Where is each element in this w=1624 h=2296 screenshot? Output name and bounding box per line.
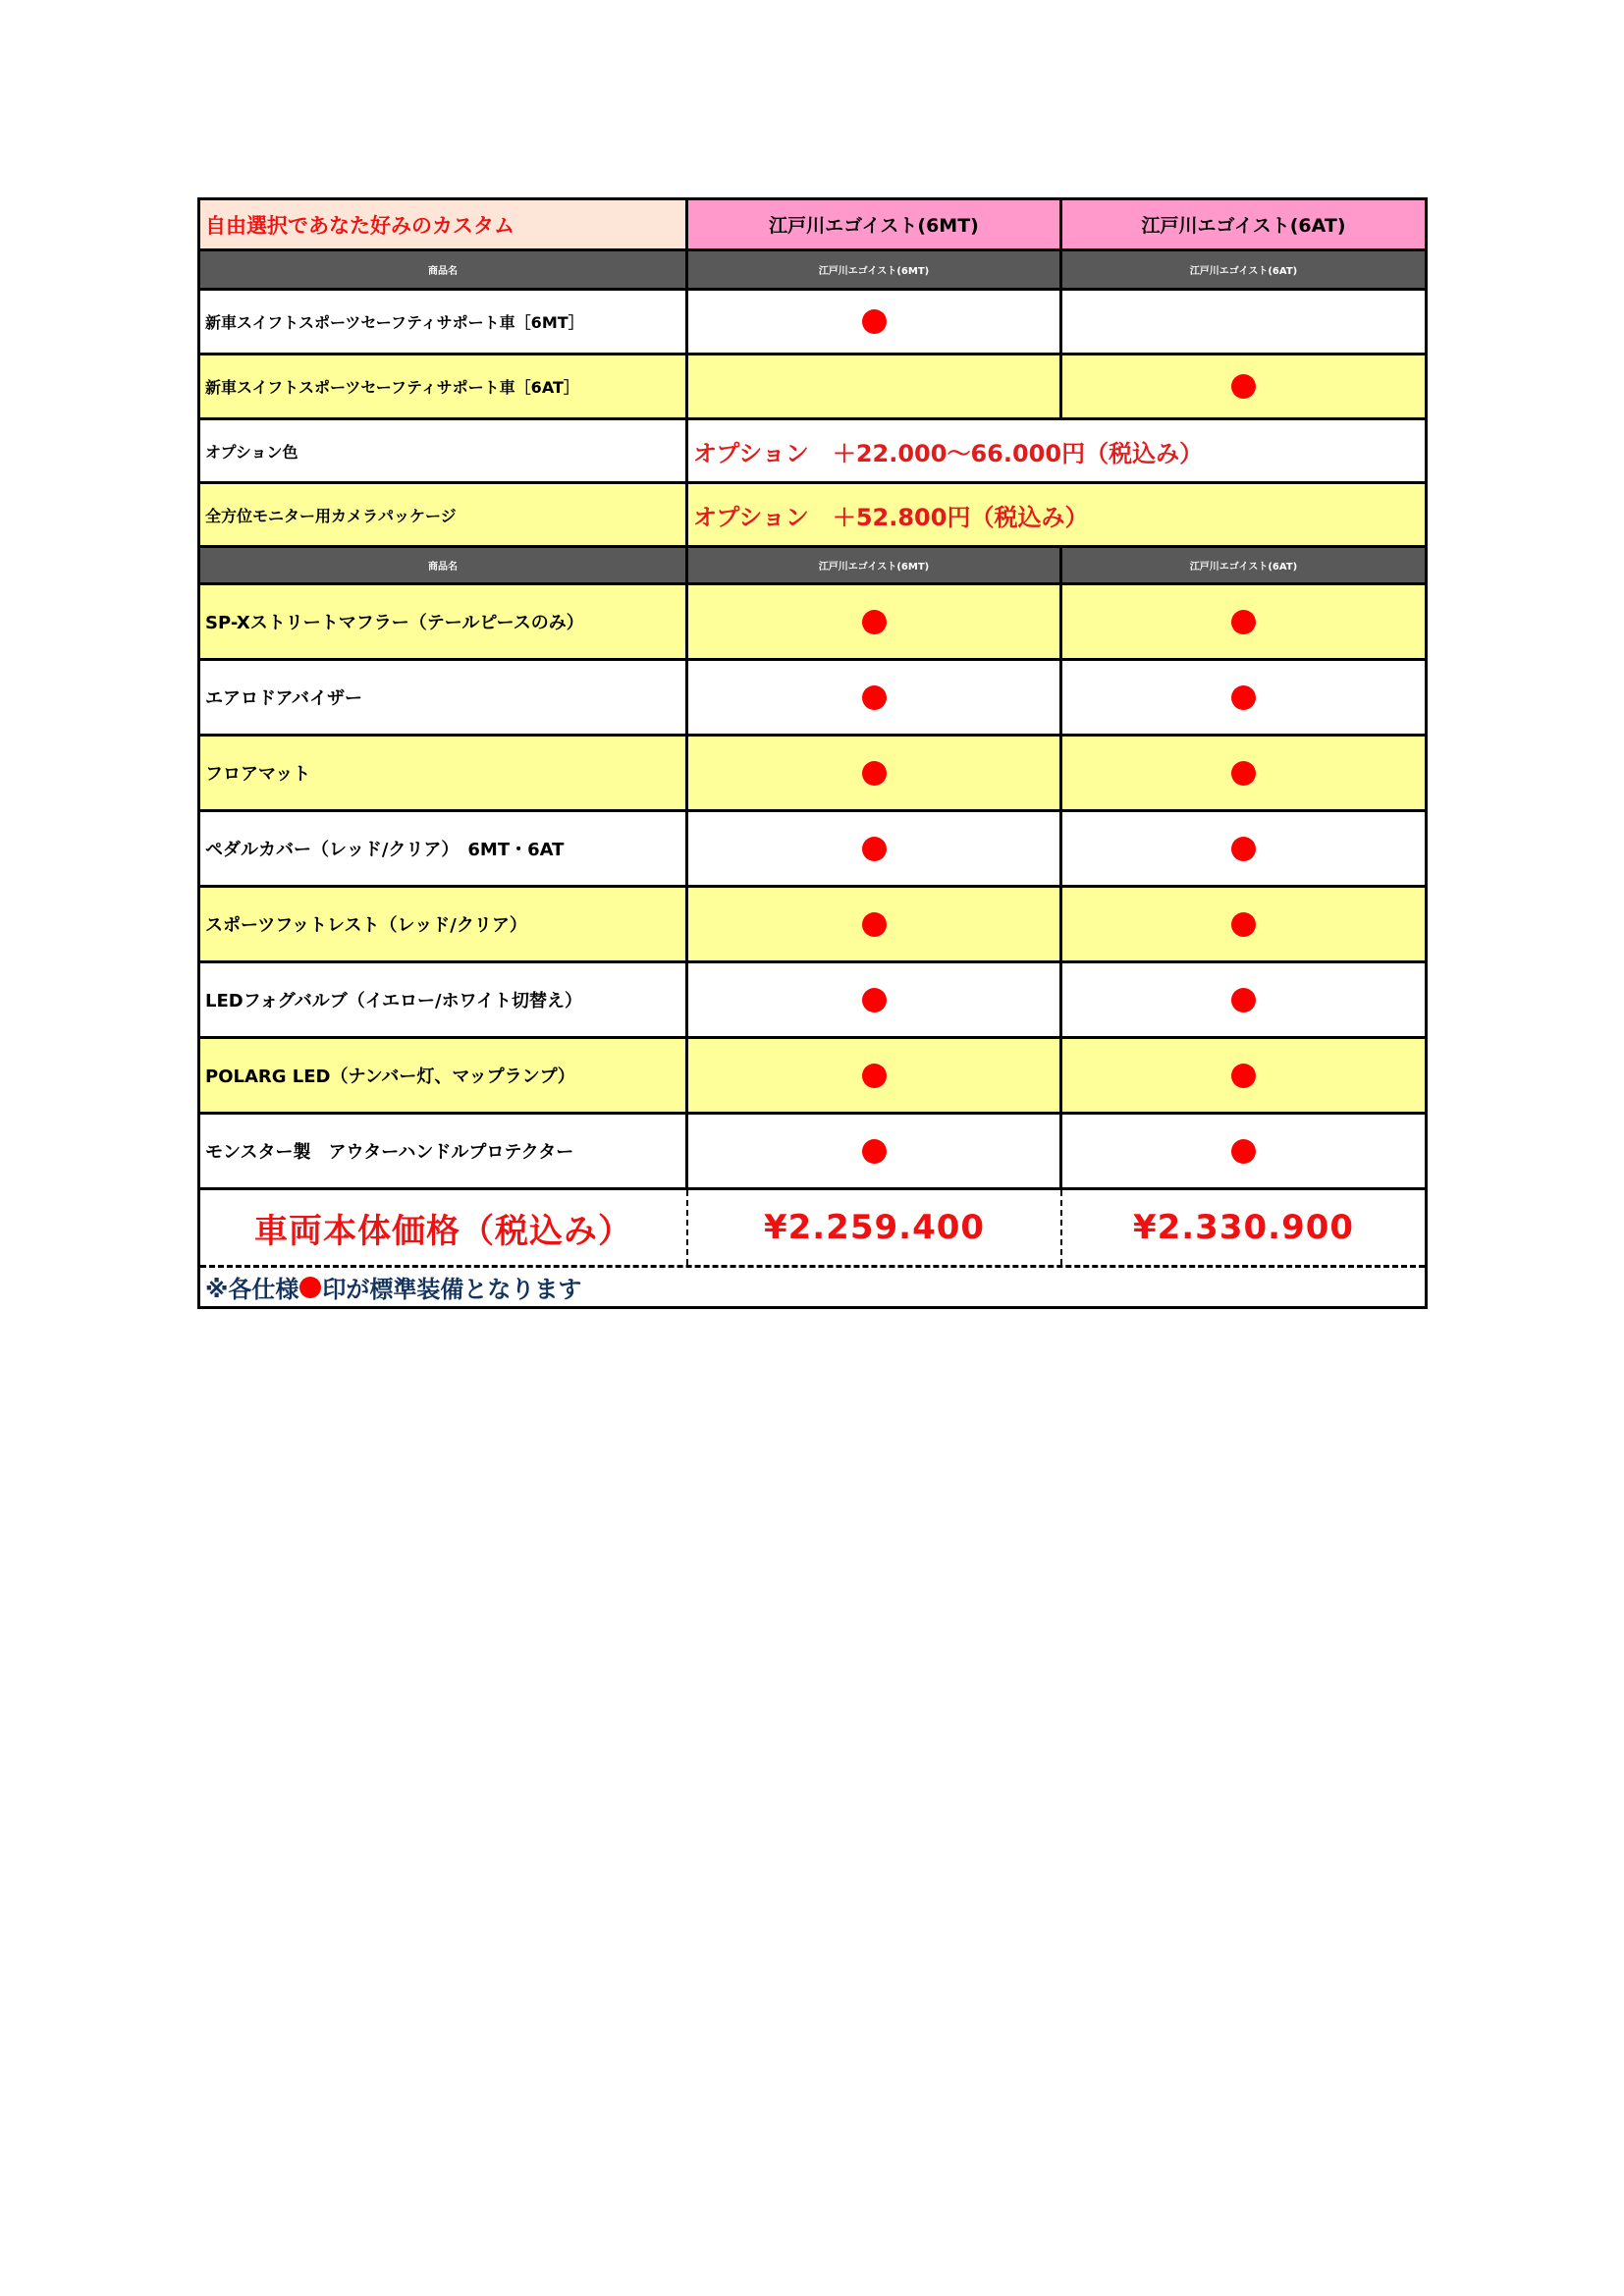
table-row — [200, 585, 1425, 661]
standard-mark-icon — [1231, 912, 1256, 937]
option-price: オプション ＋52.800円（税込み） — [693, 503, 1089, 531]
table-row — [200, 1115, 1425, 1190]
row-label: SP-Xストリートマフラー（テールピースのみ） — [200, 585, 688, 658]
cell-6mt — [688, 585, 1062, 658]
row-label: 新車スイフトスポーツセーフティサポート車［6MT］ — [200, 291, 688, 353]
standard-mark-icon — [862, 912, 887, 937]
table-row — [200, 963, 1425, 1039]
standard-mark-icon — [862, 610, 887, 634]
standard-mark-icon — [1231, 610, 1256, 634]
row-label: 全方位モニター用カメラパッケージ — [200, 484, 688, 545]
column-header-6at: 江戸川エゴイスト(6AT) — [1062, 200, 1425, 248]
title-row — [200, 200, 1425, 251]
cell-6at — [1062, 1039, 1425, 1112]
cell-6mt — [688, 355, 1062, 417]
cell-6at — [1062, 963, 1425, 1036]
standard-mark-icon — [862, 988, 887, 1012]
price-row — [200, 1190, 1425, 1268]
row-label: POLARG LED（ナンバー灯、マップランプ） — [200, 1039, 688, 1112]
table-row — [200, 888, 1425, 963]
standard-mark-icon — [862, 761, 887, 786]
standard-mark-icon — [1231, 761, 1256, 786]
cell-6mt — [688, 291, 1062, 353]
table-title: 自由選択であなた好みのカスタム — [200, 200, 688, 248]
cell-6at — [1062, 737, 1425, 809]
standard-mark-icon — [862, 837, 887, 861]
subheader-6mt: 江戸川エゴイスト(6MT) — [688, 251, 1062, 288]
standard-mark-icon — [862, 309, 887, 334]
price-label: 車両本体価格（税込み） — [200, 1190, 688, 1265]
cell-6at — [1062, 661, 1425, 734]
table-row — [200, 661, 1425, 737]
cell-6mt — [688, 737, 1062, 809]
cell-6at — [1062, 1115, 1425, 1187]
column-header-6mt: 江戸川エゴイスト(6MT) — [688, 200, 1062, 248]
cell-6at — [1062, 888, 1425, 960]
standard-mark-icon — [1231, 988, 1256, 1012]
option-row — [200, 420, 1425, 484]
cell-6at — [1062, 812, 1425, 885]
row-label: オプション色 — [200, 420, 688, 481]
table-row — [200, 355, 1425, 420]
standard-mark-icon — [862, 1139, 887, 1164]
footnote-prefix: ※各仕様 — [205, 1276, 299, 1303]
cell-6mt — [688, 812, 1062, 885]
cell-6at — [1062, 291, 1425, 353]
cell-6mt — [688, 661, 1062, 734]
row-label: スポーツフットレスト（レッド/クリア） — [200, 888, 688, 960]
standard-mark-icon — [1231, 1064, 1256, 1088]
subheader-row-2 — [200, 548, 1425, 585]
option-row — [200, 484, 1425, 548]
row-label: モンスター製 アウターハンドルプロテクター — [200, 1115, 688, 1187]
subheader-label: 商品名 — [200, 251, 688, 288]
footnote-suffix: 印が標準装備となります — [322, 1276, 582, 1303]
footnote — [200, 1268, 581, 1306]
standard-mark-icon — [1231, 374, 1256, 399]
subheader-6mt: 江戸川エゴイスト(6MT) — [688, 548, 1062, 582]
subheader-6at: 江戸川エゴイスト(6AT) — [1189, 562, 1298, 573]
cell-6mt — [688, 888, 1062, 960]
subheader-label: 商品名 — [200, 548, 688, 582]
standard-mark-icon — [862, 1064, 887, 1088]
row-label: ペダルカバー（レッド/クリア） 6MT・6AT — [200, 812, 688, 885]
standard-mark-icon — [1231, 837, 1256, 861]
cell-6mt — [688, 963, 1062, 1036]
standard-mark-icon — [1231, 1139, 1256, 1164]
price-6at: ¥2.330.900 — [1132, 1208, 1355, 1247]
standard-mark-icon — [299, 1277, 321, 1298]
spec-table — [197, 197, 1428, 1309]
row-label: フロアマット — [200, 737, 688, 809]
table-row — [200, 1039, 1425, 1115]
option-price: オプション ＋22.000～66.000円（税込み） — [693, 439, 1204, 467]
table-row — [200, 291, 1425, 355]
row-label: エアロドアバイザー — [200, 661, 688, 734]
standard-mark-icon — [1231, 685, 1256, 710]
cell-6mt — [688, 1039, 1062, 1112]
price-6mt: ¥2.259.400 — [688, 1190, 1062, 1265]
cell-6mt — [688, 1115, 1062, 1187]
cell-6at — [1062, 355, 1425, 417]
note-row — [200, 1268, 1425, 1306]
standard-mark-icon — [862, 685, 887, 710]
cell-6at — [1062, 585, 1425, 658]
subheader-6at: 江戸川エゴイスト(6AT) — [1189, 266, 1298, 277]
table-row — [200, 737, 1425, 812]
table-row — [200, 812, 1425, 888]
row-label: LEDフォグバルブ（イエロー/ホワイト切替え） — [200, 963, 688, 1036]
row-label: 新車スイフトスポーツセーフティサポート車［6AT］ — [200, 355, 688, 417]
subheader-row — [200, 251, 1425, 291]
